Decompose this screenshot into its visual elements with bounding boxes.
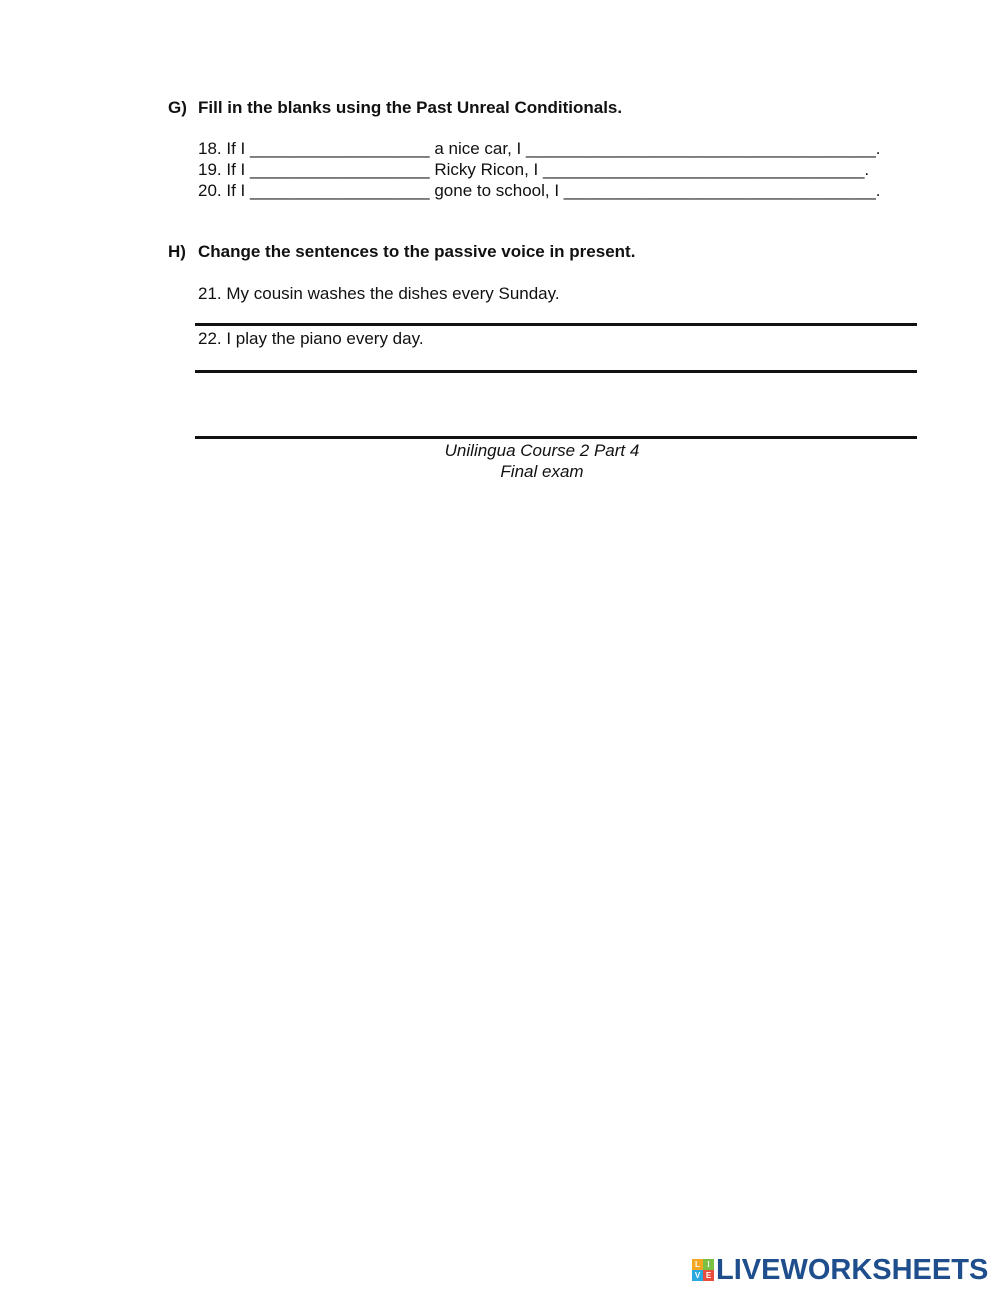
logo-mark-e: E: [703, 1270, 714, 1281]
logo-text: LIVEWORKSHEETS: [716, 1254, 989, 1286]
logo-mark-l: L: [692, 1259, 703, 1270]
logo-mark-icon: [692, 1259, 714, 1281]
question-20: 20. If I ___________________ gone to school, I _________________________________.: [198, 181, 881, 200]
footer-exam: Final exam: [500, 462, 584, 481]
logo-mark-i: I: [703, 1259, 714, 1270]
question-18: 18. If I ___________________ a nice car, I _____________________________________.: [198, 139, 881, 158]
footer-divider: [195, 436, 917, 439]
question-19: 19. If I ___________________ Ricky Ricon, I __________________________________.: [198, 160, 870, 179]
section-g-title: Fill in the blanks using the Past Unreal Conditionals.: [198, 98, 623, 117]
question-22: 22. I play the piano every day.: [198, 329, 424, 348]
footer-course: Unilingua Course 2 Part 4: [444, 441, 640, 460]
answer-line-22: [195, 370, 917, 373]
question-21: 21. My cousin washes the dishes every Sunday.: [198, 284, 560, 303]
section-h-label: H): [168, 242, 186, 261]
section-h-title: Change the sentences to the passive voice in present.: [198, 242, 636, 261]
liveworksheets-logo: [692, 1255, 988, 1285]
answer-line-21: [195, 323, 917, 326]
logo-mark-v: V: [692, 1270, 703, 1281]
section-g-label: G): [168, 98, 187, 117]
